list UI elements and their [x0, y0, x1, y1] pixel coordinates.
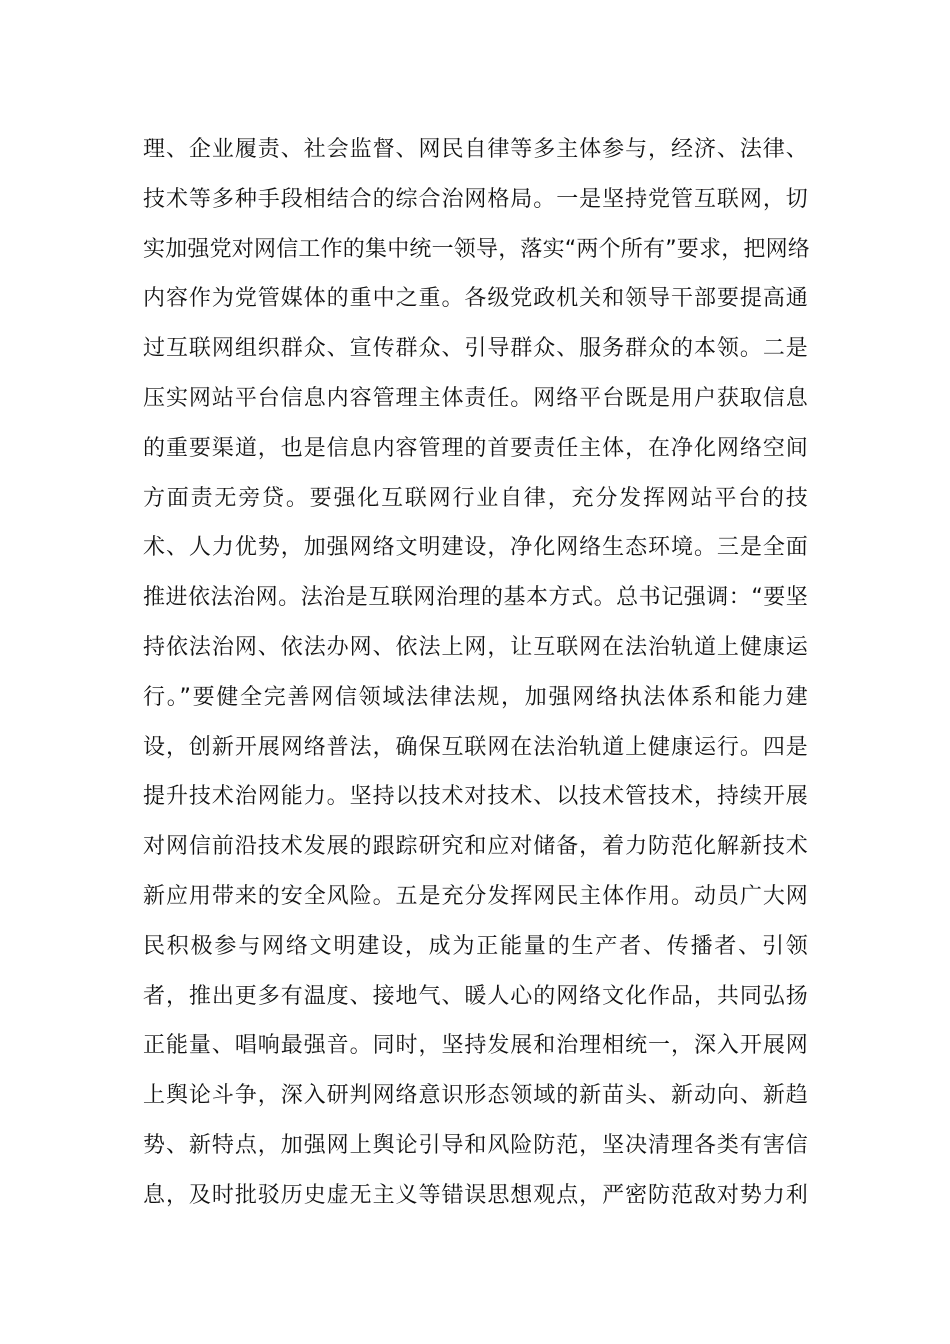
text-line: 技术等多种手段相结合的综合治网格局。一是坚持党管互联网，切 — [143, 186, 808, 212]
text-line: 内容作为党管媒体的重中之重。各级党政机关和领导干部要提高通 — [143, 286, 808, 312]
text-line: 新应用带来的安全风险。五是充分发挥网民主体作用。动员广大网 — [143, 883, 808, 909]
text-line: 实加强党对网信工作的集中统一领导，落实“两个所有”要求，把网络 — [143, 236, 810, 262]
text-line: 的重要渠道，也是信息内容管理的首要责任主体，在净化网络空间 — [143, 435, 808, 461]
text-line: 正能量、唱响最强音。同时，坚持发展和治理相统一，深入开展网 — [143, 1033, 808, 1059]
text-line: 对网信前沿技术发展的跟踪研究和应对储备，着力防范化解新技术 — [143, 834, 808, 860]
text-line: 压实网站平台信息内容管理主体责任。网络平台既是用户获取信息 — [143, 385, 808, 411]
text-line: 过互联网组织群众、宣传群众、引导群众、服务群众的本领。二是 — [143, 336, 808, 362]
text-line: 上舆论斗争，深入研判网络意识形态领域的新苗头、新动向、新趋 — [143, 1083, 808, 1109]
text-line: 术、人力优势，加强网络文明建设，净化网络生态环境。三是全面 — [143, 535, 808, 561]
text-line: 民积极参与网络文明建设，成为正能量的生产者、传播者、引领 — [143, 933, 808, 959]
text-line: 方面责无旁贷。要强化互联网行业自律，充分发挥网站平台的技 — [143, 485, 808, 511]
text-line: 行。”要健全完善网信领域法律法规，加强网络执法体系和能力建 — [143, 684, 808, 710]
text-line: 息，及时批驳历史虚无主义等错误思想观点，严密防范敌对势力利 — [143, 1182, 808, 1208]
text-line: 提升技术治网能力。坚持以技术对技术、以技术管技术，持续开展 — [143, 784, 808, 810]
text-line: 设，创新开展网络普法，确保互联网在法治轨道上健康运行。四是 — [143, 734, 808, 760]
text-line: 者，推出更多有温度、接地气、暖人心的网络文化作品，共同弘扬 — [143, 983, 808, 1009]
text-line: 势、新特点，加强网上舆论引导和风险防范，坚决清理各类有害信 — [143, 1132, 808, 1158]
text-line: 持依法治网、依法办网、依法上网，让互联网在法治轨道上健康运 — [143, 634, 808, 660]
text-line: 理、企业履责、社会监督、网民自律等多主体参与，经济、法律、 — [143, 137, 808, 162]
body-paragraph — [143, 125, 808, 1221]
text-line: 推进依法治网。法治是互联网治理的基本方式。总书记强调：“要坚 — [143, 585, 808, 611]
